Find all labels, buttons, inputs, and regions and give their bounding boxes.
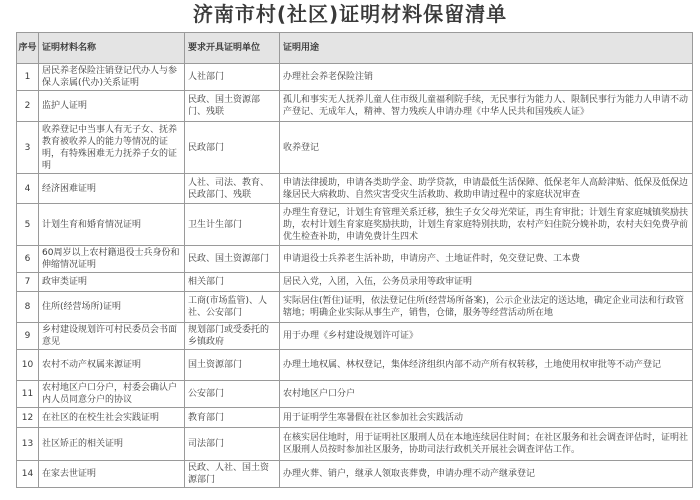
row-name: 社区矫正的相关证明 (39, 428, 185, 461)
row-no: 4 (17, 174, 39, 204)
row-no: 2 (17, 91, 39, 122)
row-name: 政审类证明 (39, 273, 185, 292)
row-no: 11 (17, 381, 39, 408)
row-unit: 司法部门 (185, 428, 280, 461)
row-name: 经济困难证明 (39, 174, 185, 204)
row-unit: 规划部门或受委托的乡镇政府 (185, 323, 280, 350)
row-unit: 教育部门 (185, 408, 280, 428)
row-unit: 相关部门 (185, 273, 280, 292)
table-row (17, 461, 693, 488)
row-name: 收养登记中当事人有无子女、抚养教育被收养人的能力等情况的证明，有特殊困难无力抚养子女的证明 (39, 122, 185, 174)
header-use: 证明用途 (280, 33, 693, 64)
row-name: 居民养老保险注销登记代办人与参保人亲属(代办)关系证明 (39, 64, 185, 91)
row-name: 在家去世证明 (39, 461, 185, 488)
table-row (17, 292, 693, 323)
row-no: 9 (17, 323, 39, 350)
header-no: 序号 (17, 33, 39, 64)
row-unit: 公安部门 (185, 381, 280, 408)
table-row (17, 122, 693, 174)
row-name: 农村不动产权属来源证明 (39, 350, 185, 381)
row-name: 监护人证明 (39, 91, 185, 122)
row-unit: 卫生计生部门 (185, 204, 280, 246)
row-use: 在核实居住地时，用于证明社区服刑人员在本地连续居住时间；在社区服务和社会调查评估时，证明社区服刑人员按时参加社区服务，协助司法行政机关开展社会调查评估工作。 (280, 428, 693, 461)
table-row (17, 273, 693, 292)
table-row (17, 408, 693, 428)
table-row (17, 350, 693, 381)
row-unit: 人社、司法、教育、民政部门、残联 (185, 174, 280, 204)
row-unit: 人社部门 (185, 64, 280, 91)
row-name: 住所(经营场所)证明 (39, 292, 185, 323)
row-name: 乡村建设规划许可村民委员会书面意见 (39, 323, 185, 350)
row-no: 5 (17, 204, 39, 246)
row-no: 3 (17, 122, 39, 174)
header-name: 证明材料名称 (39, 33, 185, 64)
row-use: 实际居住(暂住)证明，依法登记住所(经营场所备案)，公示企业法定的送达地，确定企业司法和行政管辖地；明确企业实际从事生产，销售，仓储，服务等经营活动所在地 (280, 292, 693, 323)
row-no: 13 (17, 428, 39, 461)
table-header-row (17, 33, 693, 64)
row-no: 8 (17, 292, 39, 323)
row-use: 用于证明学生寒暑假在社区参加社会实践活动 (280, 408, 693, 428)
row-use: 办理社会养老保险注销 (280, 64, 693, 91)
row-use: 农村地区户口分户 (280, 381, 693, 408)
row-use: 办理火葬、销户，继承人领取丧葬费，申请办理不动产继承登记 (280, 461, 693, 488)
row-use: 办理生育登记，计划生育管理关系迁移，独生子女父母光荣证，再生育审批；计划生育家庭城镇奖励扶助，农村计划生育家庭奖励扶助，计划生育家庭特别扶助，农村产妇住院分娩补助，农村夫妇免费孕前优生检查补助，申请免费计生四术 (280, 204, 693, 246)
row-no: 1 (17, 64, 39, 91)
table-row (17, 204, 693, 246)
row-no: 14 (17, 461, 39, 488)
row-unit: 工商(市场监管)、人社、公安部门 (185, 292, 280, 323)
row-unit: 民政、人社、国土资源部门 (185, 461, 280, 488)
materials-table (16, 32, 693, 488)
row-use: 居民入党，入团，入伍，公务员录用等政审证明 (280, 273, 693, 292)
table-row (17, 323, 693, 350)
table-row (17, 174, 693, 204)
row-unit: 民政部门 (185, 122, 280, 174)
header-unit: 要求开具证明单位 (185, 33, 280, 64)
row-use: 用于办理《乡村建设规划许可证》 (280, 323, 693, 350)
row-no: 10 (17, 350, 39, 381)
row-no: 12 (17, 408, 39, 428)
table-row (17, 91, 693, 122)
table-row (17, 64, 693, 91)
row-name: 在社区的在校生社会实践证明 (39, 408, 185, 428)
table-row (17, 428, 693, 461)
row-unit: 民政、国土资源部门、残联 (185, 91, 280, 122)
row-name: 农村地区户口分户，村委会确认户内人员同意分户的协议 (39, 381, 185, 408)
row-name: 60周岁以上农村籍退役士兵身份和伸缩情况证明 (39, 246, 185, 273)
row-use: 孤儿和事实无人抚养儿童人住市级儿童福利院手续，无民事行为能力人、限制民事行为能力人申请不动产登记、无成年人，精神、智力残疾人申请办理《中华人民共和国残疾人证》 (280, 91, 693, 122)
row-unit: 国土资源部门 (185, 350, 280, 381)
table-row (17, 246, 693, 273)
row-use: 办理土地权属、林权登记，集体经济组织内部不动产所有权转移，土地使用权审批等不动产登记 (280, 350, 693, 381)
row-no: 6 (17, 246, 39, 273)
table-row (17, 381, 693, 408)
row-use: 申请法律援助，申请各类助学金、助学贷款，申请最低生活保障、低保老年人高龄津贴、低保及低保边缘居民大病救助、自然灾害受灾生活救助、救助申请过程中的家庭状况审查 (280, 174, 693, 204)
row-name: 计划生育和婚育情况证明 (39, 204, 185, 246)
row-use: 收养登记 (280, 122, 693, 174)
row-unit: 民政、国土资源部门 (185, 246, 280, 273)
row-use: 申请退役士兵养老生活补助，申请房产、土地证件时，免交登记费、工本费 (280, 246, 693, 273)
page-title: 济南市村(社区)证明材料保留清单 (192, 2, 508, 26)
row-no: 7 (17, 273, 39, 292)
